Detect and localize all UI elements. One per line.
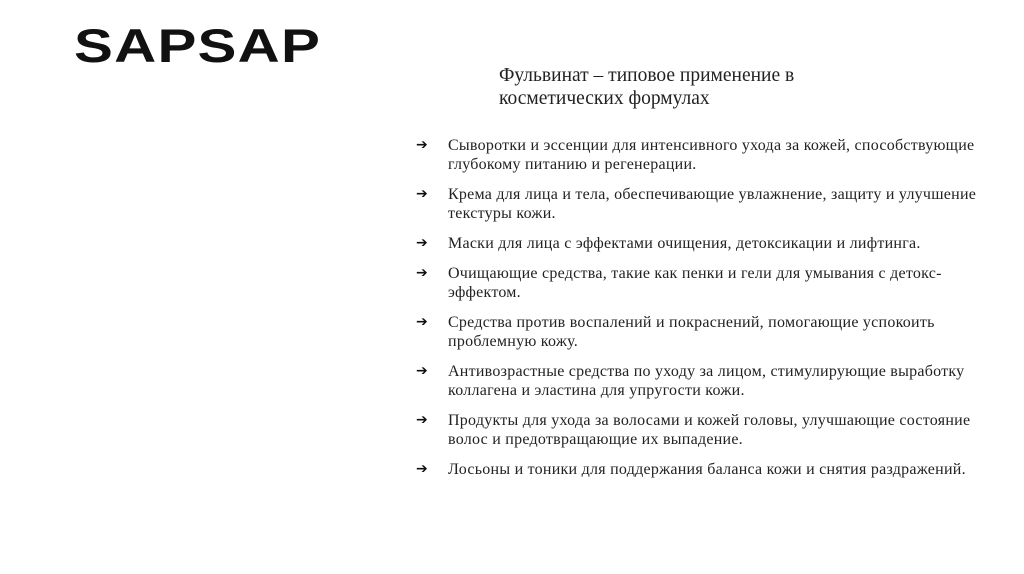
- list-item: [416, 460, 996, 479]
- right-arrow-icon: ➔: [416, 412, 428, 428]
- list-item: [416, 264, 996, 302]
- list-item-text: Маски для лица с эффектами очищения, детоксикации и лифтинга.: [448, 235, 921, 252]
- list-item-text: Лосьоны и тоники для поддержания баланса кожи и снятия раздражений.: [448, 461, 966, 478]
- right-arrow-icon: ➔: [416, 235, 428, 251]
- list-item: [416, 411, 996, 449]
- list-item-text: Сыворотки и эссенции для интенсивного ухода за кожей, способствующие глубокому питанию и регенерации.: [448, 137, 975, 173]
- right-arrow-icon: ➔: [416, 186, 428, 202]
- list-item-text: Крема для лица и тела, обеспечивающие увлажнение, защиту и улучшение текстуры кожи.: [448, 186, 977, 222]
- list-item: [416, 313, 996, 351]
- list-item-text: Антивозрастные средства по уходу за лицом, стимулирующие выработку коллагена и эластина для упругости кожи.: [448, 363, 965, 399]
- list-item-text: Очищающие средства, такие как пенки и гели для умывания с детокс-эффектом.: [448, 265, 942, 301]
- list-item-text: Продукты для ухода за волосами и кожей головы, улучшающие состояние волос и предотвращающие их выпадение.: [448, 412, 971, 448]
- list-item: [416, 185, 996, 223]
- list-item: [416, 234, 996, 253]
- application-list: [416, 136, 996, 490]
- right-arrow-icon: ➔: [416, 314, 428, 330]
- right-arrow-icon: ➔: [416, 363, 428, 379]
- list-item: [416, 136, 996, 174]
- right-arrow-icon: ➔: [416, 265, 428, 281]
- brand-logo: SAPSAP: [74, 19, 322, 72]
- slide-title: Фульвинат – типовое применение в косметических формулах: [499, 65, 795, 109]
- right-arrow-icon: ➔: [416, 461, 428, 477]
- right-arrow-icon: ➔: [416, 137, 428, 153]
- list-item: [416, 362, 996, 400]
- list-item-text: Средства против воспалений и покраснений, помогающие успокоить проблемную кожу.: [448, 314, 935, 350]
